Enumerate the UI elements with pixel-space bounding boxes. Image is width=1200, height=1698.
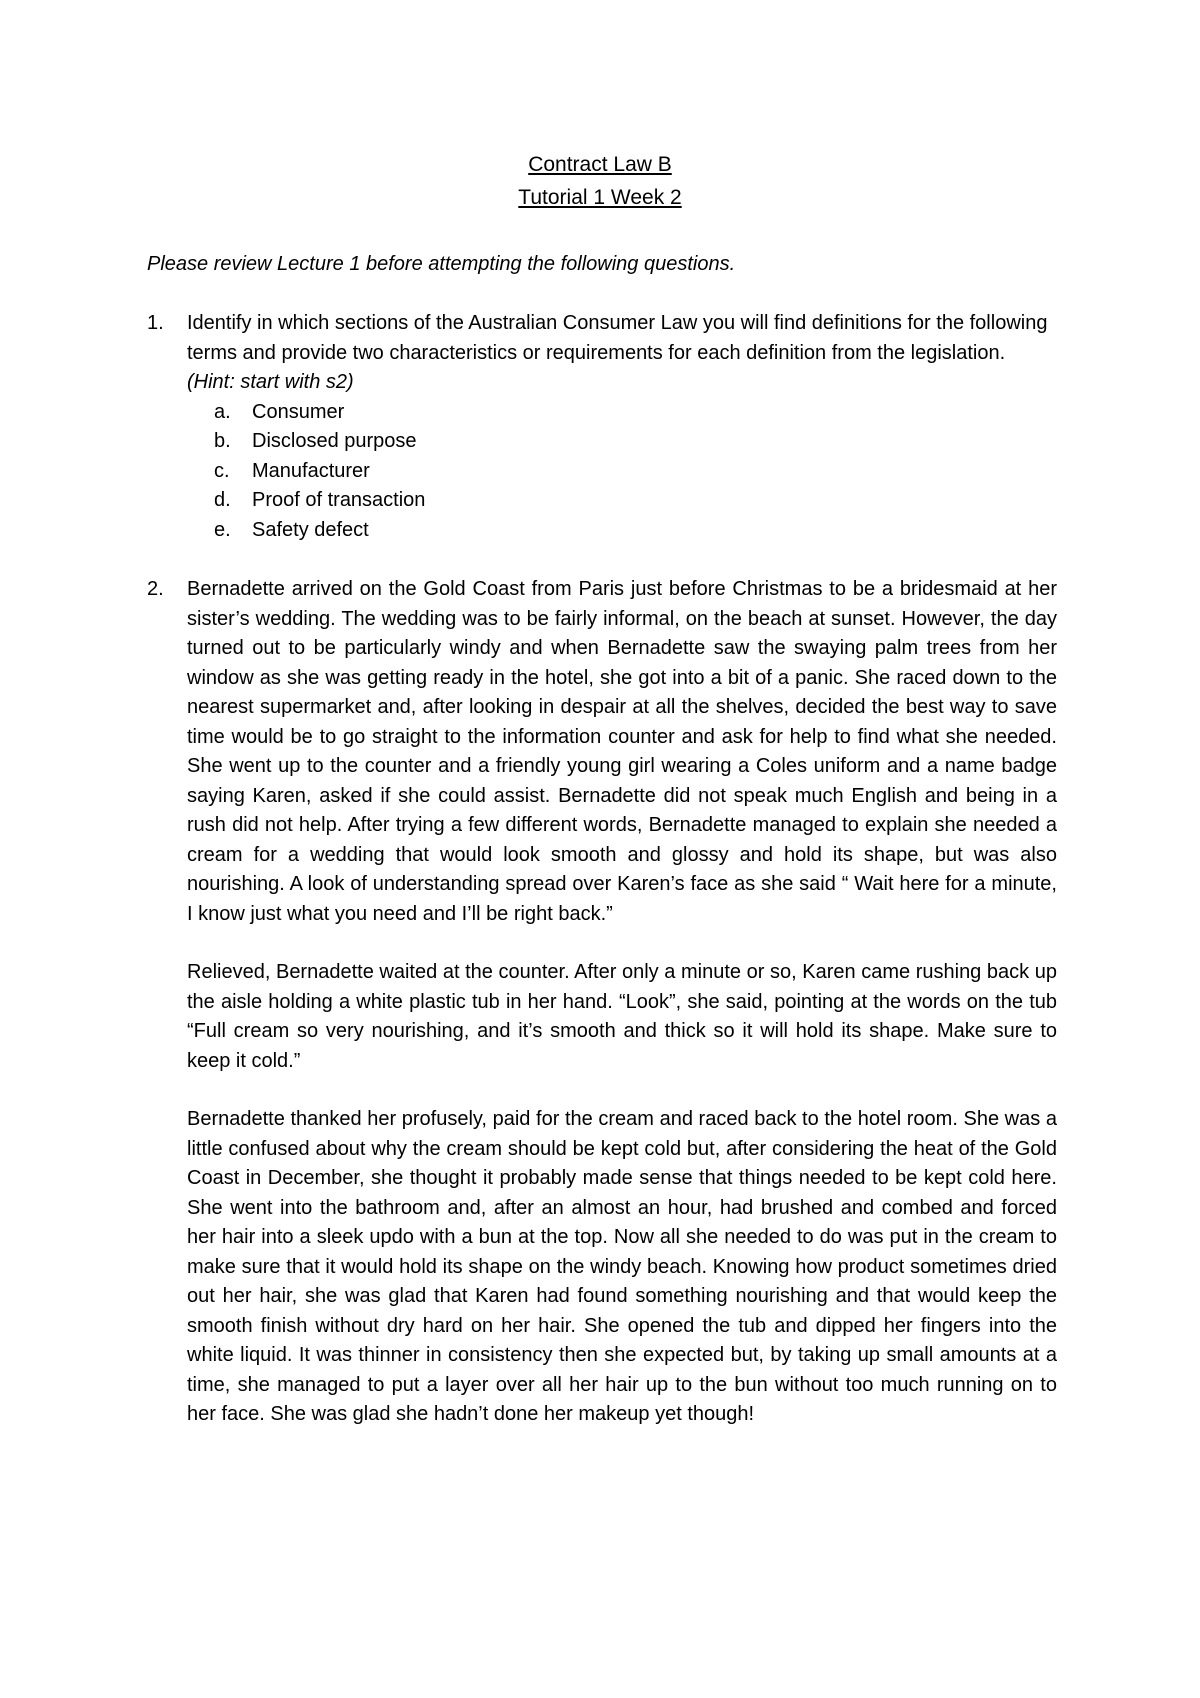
list-item-text: Consumer bbox=[252, 400, 345, 423]
question-number: 2. bbox=[147, 578, 164, 600]
list-item-letter: e. bbox=[214, 518, 231, 541]
question-hint: (Hint: start with s2) bbox=[187, 371, 354, 393]
list-item bbox=[187, 516, 1057, 546]
term-list bbox=[187, 398, 1057, 546]
instruction-text: Please review Lecture 1 before attempting the following questions. bbox=[147, 253, 736, 275]
list-item-letter: a. bbox=[214, 400, 231, 423]
document-title: Contract Law B bbox=[528, 153, 672, 176]
document-subtitle: Tutorial 1 Week 2 bbox=[518, 186, 682, 209]
question-number: 1. bbox=[147, 312, 164, 334]
list-item-letter: d. bbox=[214, 489, 231, 511]
list-item-letter: b. bbox=[214, 430, 231, 452]
scenario-paragraph: Relieved, Bernadette waited at the counter. After only a minute or so, Karen came rushing back up the aisle holding a white plastic tub in her hand. “Look”, she said, pointing at the words on the tub “Full cream so very nourishing, and it’s smooth and thick so it will hold its shape. Make sure to keep it cold.” bbox=[187, 961, 1057, 1072]
list-item-letter: c. bbox=[214, 459, 230, 482]
scenario-paragraph: Bernadette thanked her profusely, paid for the cream and raced back to the hotel room. She was a little confused about why the cream should be kept cold but, after considering the heat of the Gold Coast in December, she thought it probably made sense that things needed to be kept cold here. She went into the bathroom and, after an almost an hour, had brushed and combed and forced her hair into a sleek updo with a bun at the top. Now all she needed to do was put in the cream to make sure that it would hold its shape on the windy beach. Knowing how product sometimes dried out her hair, she was glad that Karen had found something nourishing and that would keep the smooth finish without dry hard on her hair. She opened the tub and dipped her fingers into the white liquid. It was thinner in consistency then she expected but, by taking up small amounts at a time, she managed to put a layer over all her hair up to the bun without too much running on to her face. She was glad she hadn’t done her makeup yet though! bbox=[187, 1108, 1057, 1425]
scenario-paragraph: Bernadette arrived on the Gold Coast from Paris just before Christmas to be a bridesmaid at her sister’s wedding. The wedding was to be fairly informal, on the beach at sunset. However, the day turned out to be particularly windy and when Bernadette saw the swaying palm trees from her window as she was getting ready in the hotel, she got into a bit of a panic. She raced down to the nearest supermarket and, after looking in despair at all the shelves, decided the best way to save time would be to go straight to the information counter and ask for help to find what she needed. She went up to the counter and a friendly young girl wearing a Coles uniform and a name badge saying Karen, asked if she could assist. Bernadette did not speak much English and being in a rush did not help. After trying a few different words, Bernadette managed to explain she needed a cream for a wedding that would look smooth and glossy and hold its shape, but was also nourishing. A look of understanding spread over Karen’s face as she said “ Wait here for a minute, I know just what you need and I’ll be right back.” bbox=[187, 578, 1057, 925]
question-2 bbox=[147, 575, 1057, 1430]
question-1 bbox=[147, 309, 1057, 545]
list-item bbox=[187, 427, 1057, 457]
list-item-text: Disclosed purpose bbox=[252, 430, 417, 452]
list-item-text: Proof of transaction bbox=[252, 489, 426, 511]
list-item bbox=[187, 486, 1057, 516]
question-body bbox=[187, 575, 1057, 1430]
list-item bbox=[187, 457, 1057, 487]
question-body bbox=[187, 309, 1057, 545]
question-text: Identify in which sections of the Australian Consumer Law you will find definitions for the following terms and provide two characteristics or requirements for each definition from the legislation. bbox=[187, 312, 1048, 364]
list-item-text: Manufacturer bbox=[252, 459, 370, 482]
list-item-text: Safety defect bbox=[252, 518, 369, 541]
list-item bbox=[187, 398, 1057, 428]
